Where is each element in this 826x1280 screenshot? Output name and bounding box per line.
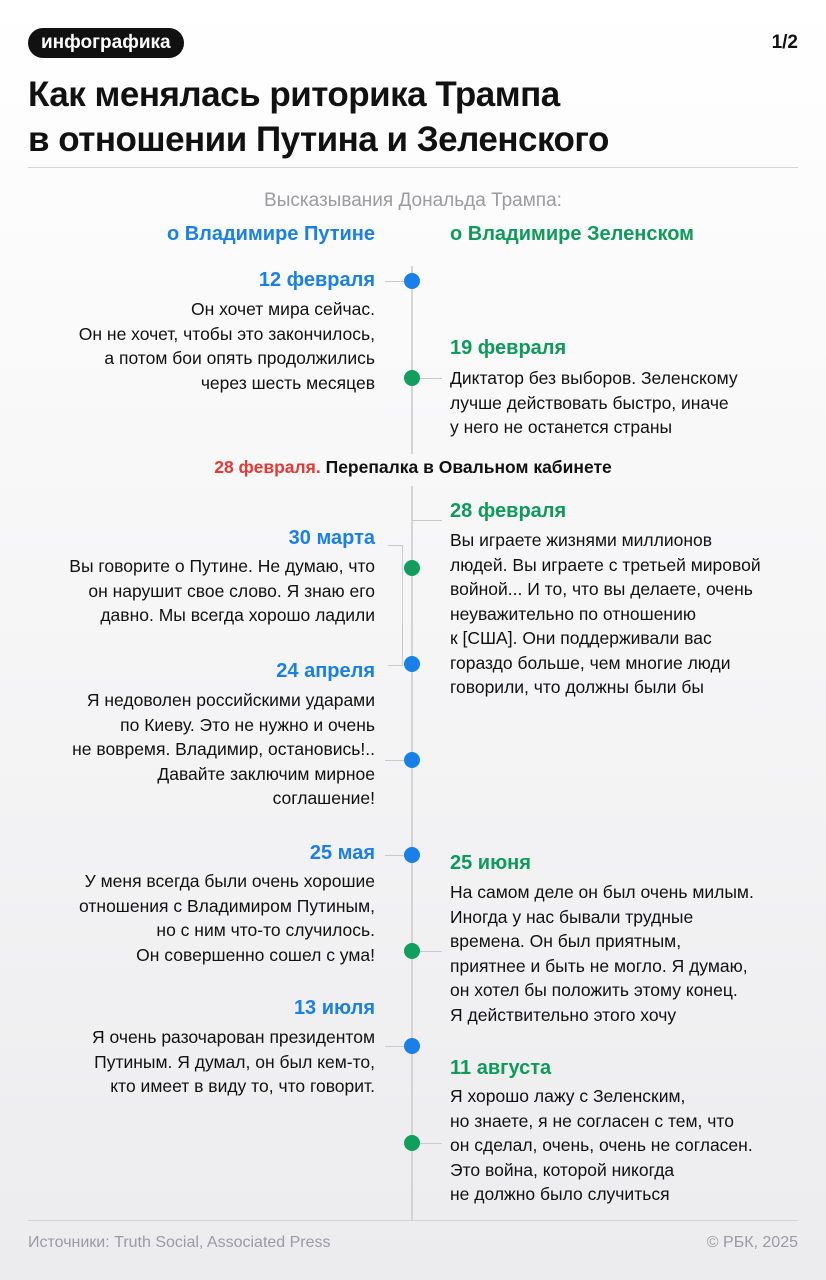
zelensky-quote-text [450, 366, 805, 440]
quote-line: у него не останется страны [450, 417, 673, 437]
quote-line: Вы играете жизнями миллионов [450, 530, 713, 550]
zelensky-quote-text [450, 1084, 805, 1207]
putin-quote-date: 24 апреля [276, 660, 375, 682]
zelensky-quote-text [450, 528, 805, 700]
quote-line: неуважительно по отношению [450, 603, 696, 624]
quote-line: по Киеву. Это не нужно и очень [120, 714, 375, 735]
timeline-dot-putin [404, 847, 420, 863]
infographic-badge: инфографика [28, 28, 184, 58]
quote-line: Диктатор без выборов. Зеленскому [450, 368, 738, 388]
quote-line: отношения с Владимиром Путиным, [79, 895, 375, 916]
quote-line: времена. Он был приятным, [450, 931, 682, 951]
copyright: © РБК, 2025 [706, 1234, 798, 1251]
putin-quote-date: 13 июля [293, 997, 375, 1019]
quote-line: Путиным. Я думал, он был кем-то, [94, 1051, 375, 1072]
quote-line: он хотел бы положить этому конец. [450, 980, 738, 1000]
timeline-dot-putin [404, 752, 420, 768]
timeline-dot-zelensky [404, 943, 420, 959]
connector [388, 545, 403, 666]
quote-line: гораздо больше, чем многие люди [450, 652, 731, 673]
subtitle: Высказывания Дональда Трампа: [264, 190, 562, 211]
quote-line: Я очень разочарован президентом [91, 1027, 375, 1047]
quote-line: но с ним что-то случилось. [156, 920, 375, 940]
quote-line: Я хорошо лажу с Зеленским, [450, 1086, 686, 1106]
putin-quote-text [15, 297, 375, 395]
putin-quote-text [15, 554, 375, 628]
footer-divider [28, 1220, 798, 1221]
timeline-axis-top [411, 266, 413, 454]
putin-quote-text [15, 869, 375, 967]
quote-line: лучше действовать быстро, иначе [450, 392, 729, 413]
timeline-dot-putin [404, 656, 420, 672]
putin-quote-date: 12 февраля [258, 269, 375, 291]
quote-line: войной... И то, что вы делаете, очень [450, 579, 753, 599]
quote-line: приятнее и быть не могло. Я думаю, [450, 955, 748, 976]
quote-line: Он совершенно сошел с ума! [136, 944, 375, 965]
quote-line: Я действительно этого хочу [450, 1004, 677, 1025]
column-header-zelensky: о Владимире Зеленском [450, 223, 694, 245]
page-title [28, 72, 798, 162]
zelensky-quote-text [450, 880, 805, 1027]
zelensky-quote-date: 25 июня [450, 852, 531, 874]
quote-line: он сделал, очень, очень не согласен. [450, 1135, 753, 1155]
quote-line: не вовремя. Владимир, остановись!.. [72, 739, 375, 759]
quote-line: На самом деле он был очень милым. [450, 882, 754, 902]
timeline-dot-putin [404, 1038, 420, 1054]
header-divider [28, 167, 798, 168]
quote-line: У меня всегда были очень хорошие [84, 871, 375, 891]
quote-line: Он хочет мира сейчас. [190, 299, 375, 319]
sources: Источники: Truth Social, Associated Press [28, 1234, 331, 1251]
quote-line: Давайте заключим мирное [157, 763, 375, 784]
quote-line: Вы говорите о Путине. Не думаю, что [69, 556, 375, 576]
zelensky-quote-date: 28 февраля [450, 500, 567, 522]
quote-line: Это война, которой никогда [450, 1159, 675, 1180]
quote-line: кто имеет в виду то, что говорит. [110, 1076, 375, 1096]
quote-line: людей. Вы играете с третьей мировой [450, 554, 761, 575]
quote-line: не должно было случиться [450, 1184, 670, 1204]
quote-line: давно. Мы всегда хорошо ладили [100, 605, 375, 625]
quote-line: но знаете, я не согласен с тем, что [450, 1110, 734, 1131]
timeline-dot-zelensky [404, 560, 420, 576]
event-date: 28 февраля. [214, 457, 321, 477]
quote-line: соглашение! [272, 788, 375, 808]
quote-line: Он не хочет, чтобы это закончилось, [78, 323, 375, 344]
quote-line: он нарушит свое слово. Я знаю его [88, 580, 375, 601]
quote-line: Я недоволен российскими ударами [86, 690, 375, 710]
quote-line: а потом бои опять продолжились [104, 348, 375, 368]
page-number: 1/2 [771, 32, 798, 53]
timeline-dot-zelensky [404, 1135, 420, 1151]
title-line-1: Как менялась риторика Трампа [28, 75, 560, 114]
quote-line: Иногда у нас бывали трудные [450, 906, 694, 927]
zelensky-quote-date: 19 февраля [450, 337, 567, 359]
putin-quote-text [15, 688, 375, 811]
event-text: Перепалка в Овальном кабинете [325, 457, 612, 477]
timeline-dot-putin [404, 273, 420, 289]
putin-quote-text [15, 1025, 375, 1099]
quote-line: говорили, что должны были бы [450, 677, 704, 697]
putin-quote-date: 25 мая [309, 842, 375, 864]
column-header-putin: о Владимире Путине [166, 223, 375, 245]
timeline-dot-zelensky [404, 370, 420, 386]
putin-quote-date: 30 марта [288, 527, 375, 549]
zelensky-quote-date: 11 августа [450, 1057, 552, 1079]
title-line-2: в отношении Путина и Зеленского [28, 120, 609, 159]
quote-line: к [США]. Они поддерживали вас [450, 628, 712, 648]
key-event [0, 457, 826, 478]
quote-line: через шесть месяцев [200, 372, 375, 393]
